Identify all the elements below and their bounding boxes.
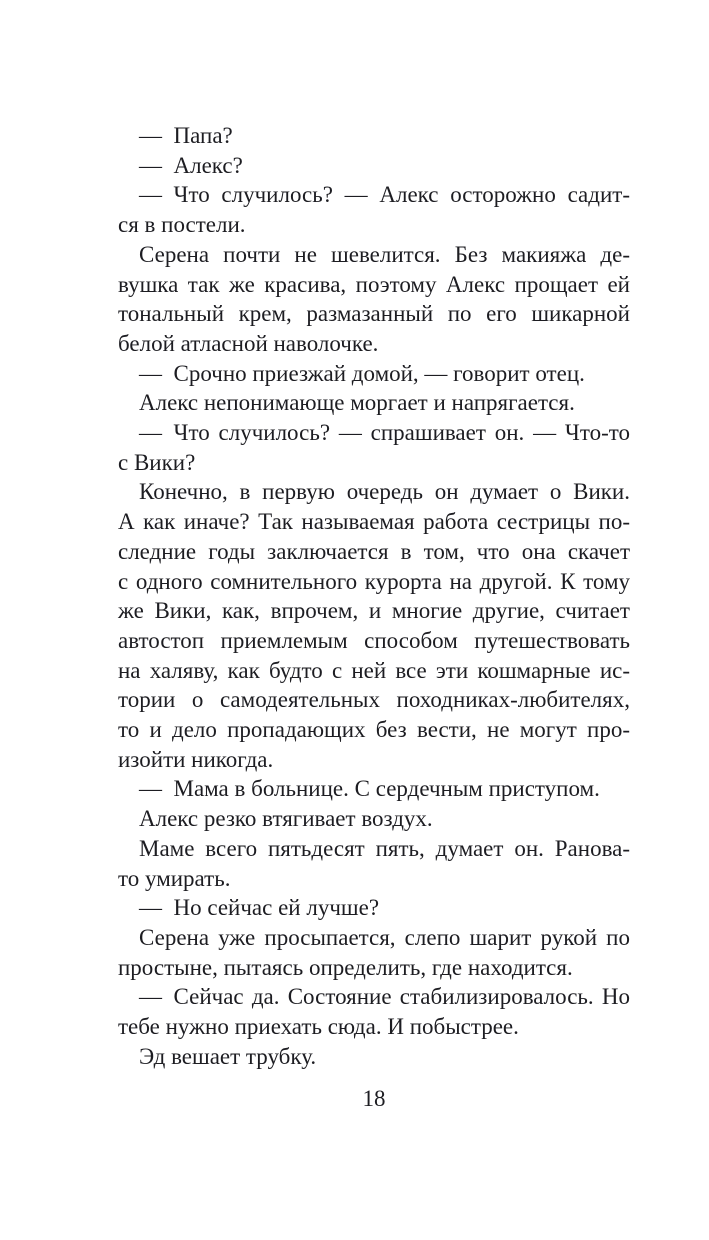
text-line: с одного сомнительного курорта на другой. К тому [118, 568, 630, 594]
text-line: то умирать. [118, 865, 231, 891]
paragraph [118, 834, 630, 893]
text-line: вушка так же красива, поэтому Алекс прощает ей [118, 271, 630, 297]
text-line: — Что случилось? — Алекс осторожно садит- [139, 182, 630, 208]
text-line: — Сейчас да. Состояние стабилизировалось. Но [139, 984, 630, 1010]
text-line: Серена почти не шевелится. Без макияжа де- [139, 241, 630, 267]
text-line: Алекс непонимающе моргает и напрягается. [139, 390, 575, 416]
text-line: — Алекс? [139, 152, 243, 178]
text-line: Серена уже просыпается, слепо шарит рукой по [139, 924, 630, 950]
paragraph [118, 151, 630, 181]
text-line: белой атласной наволочке. [118, 330, 379, 356]
text-line: с Вики? [118, 449, 196, 475]
text-line: — Мама в больнице. С сердечным приступом. [139, 776, 600, 802]
paragraph [118, 121, 630, 151]
text-line: — Папа? [139, 123, 233, 148]
text-line: следние годы заключается в том, что она скачет [118, 538, 630, 564]
text-line: автостоп приемлемым способом путешествовать [118, 627, 630, 653]
text-line: тебе нужно приехать сюда. И побыстрее. [118, 1014, 519, 1040]
paragraph [118, 240, 630, 359]
paragraph [118, 774, 630, 804]
text-line: то и дело пропадающих без вести, не могут про- [118, 717, 630, 743]
paragraph [118, 893, 630, 923]
page-number: 18 [362, 1086, 386, 1111]
text-line: тональный крем, размазанный по его шикарной [118, 301, 630, 327]
paragraph [118, 923, 630, 982]
paragraph [118, 418, 630, 477]
paragraph [118, 804, 630, 834]
text-line: изойти никогда. [118, 746, 274, 772]
text-line: Конечно, в первую очередь он думает о Вики. [139, 479, 630, 505]
paragraph [118, 359, 630, 389]
text-line: простыне, пытаясь определить, где находится. [118, 954, 573, 980]
text-line: Маме всего пятьдесят пять, думает он. Ранова- [139, 835, 630, 861]
text-line: ся в постели. [118, 212, 246, 238]
paragraph [118, 477, 630, 774]
paragraph [118, 982, 630, 1041]
paragraph [118, 180, 630, 239]
text-line: тории о самодеятельных походниках-любителях, [118, 687, 630, 713]
text-line: — Срочно приезжай домой, — говорит отец. [139, 360, 585, 386]
text-block [118, 121, 630, 1072]
paragraph [118, 1042, 630, 1072]
text-line: Алекс резко втягивает воздух. [139, 806, 433, 832]
text-line: — Но сейчас ей лучше? [139, 895, 380, 921]
text-line: Эд вешает трубку. [139, 1043, 317, 1069]
text-line: — Что случилось? — спрашивает он. — Что-то [139, 420, 630, 446]
text-line: А как иначе? Так называемая работа сестрицы по- [118, 509, 630, 535]
paragraph [118, 388, 630, 418]
text-line: же Вики, как, впрочем, и многие другие, считает [118, 598, 630, 624]
text-line: на халяву, как будто с ней все эти кошмарные ис- [118, 657, 630, 683]
